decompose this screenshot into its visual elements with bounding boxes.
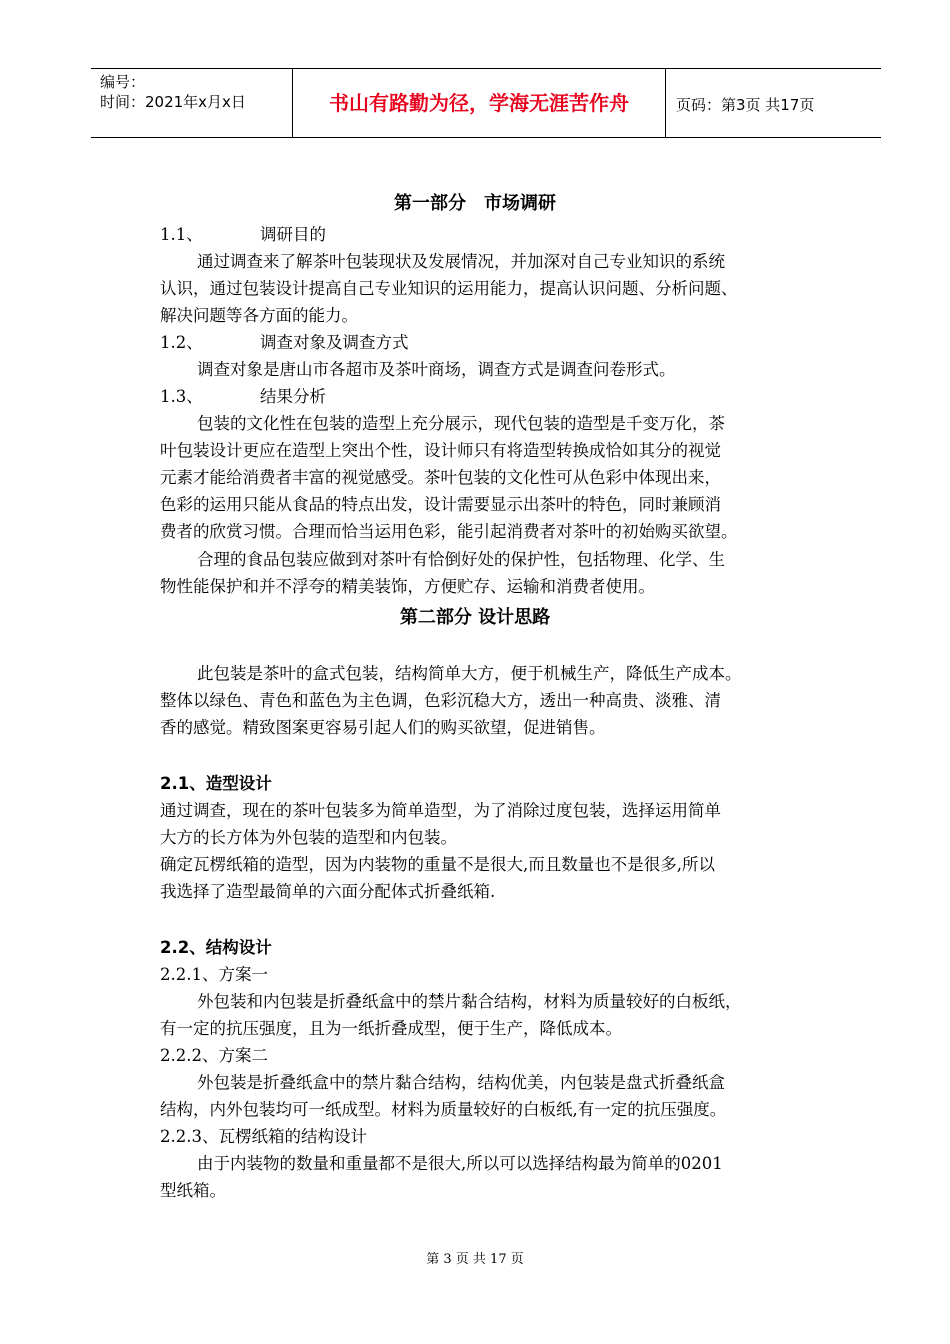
subsection-2-2-2-heading: 2.2.2、方案二 [160, 1046, 268, 1065]
section1-title: 第一部分 市场调研 [394, 193, 556, 214]
heading-text: 结果分析 [260, 387, 326, 406]
paragraph-line: 确定瓦楞纸箱的造型，因为内装物的重量不是很大,而且数量也不是很多,所以 [160, 855, 715, 874]
header-cell-page [666, 69, 881, 137]
paragraph-line: 物性能保护和并不浮夸的精美装饰，方便贮存、运输和消费者使用。 [160, 577, 655, 596]
paragraph-line: 外包装和内包装是折叠纸盒中的禁片黏合结构，材料为质量较好的白板纸， [197, 992, 742, 1011]
section2-title: 第二部分 设计思路 [399, 607, 551, 628]
paragraph-line: 元素才能给消费者丰富的视觉感受。茶叶包装的文化性可从色彩中体现出来， [160, 468, 721, 487]
paragraph-line: 调查对象是唐山市各超市及茶叶商场，调查方式是调查问卷形式。 [197, 360, 676, 379]
paragraph-line: 整体以绿色、青色和蓝色为主色调，色彩沉稳大方，透出一种高贵、淡雅、清 [160, 691, 721, 710]
paragraph-line: 费者的欣赏习惯。合理而恰当运用色彩，能引起消费者对茶叶的初始购买欲望。 [160, 522, 738, 541]
paragraph-line: 解决问题等各方面的能力。 [160, 306, 358, 325]
section-2-2-heading: 2.2、结构设计 [160, 938, 272, 957]
heading-number: 1.2、 [160, 333, 203, 352]
paragraph-line: 通过调查来了解茶叶包装现状及发展情况，并加深对自己专业知识的系统 [197, 252, 725, 271]
doc-id-label: 编号： [100, 73, 146, 91]
header-cell-meta [91, 69, 293, 137]
paragraph-line: 此包装是茶叶的盒式包装，结构简单大方，便于机械生产，降低生产成本。 [197, 664, 742, 683]
paragraph-line: 叶包装设计更应在造型上突出个性，设计师只有将造型转换成恰如其分的视觉 [160, 441, 721, 460]
paragraph-line: 色彩的运用只能从食品的特点出发，设计需要显示出茶叶的特色，同时兼顾消 [160, 495, 721, 514]
paragraph-line: 大方的长方体为外包装的造型和内包装。 [160, 828, 457, 847]
paragraph-line: 包装的文化性在包装的造型上充分展示，现代包装的造型是千变万化，茶 [197, 414, 725, 433]
paragraph-line: 结构，内外包装均可一纸成型。材料为质量较好的白板纸,有一定的抗压强度。 [160, 1100, 727, 1119]
paragraph-line: 认识，通过包装设计提高自己专业知识的运用能力，提高认识问题、分析问题、 [160, 279, 738, 298]
section-2-1-heading: 2.1、造型设计 [160, 774, 272, 793]
header-table [91, 68, 881, 138]
page-footer: 第 3 页 共 17 页 [426, 1252, 524, 1267]
header-motto: 书山有路勤为径，学海无涯苦作舟 [329, 91, 629, 115]
heading-number: 1.3、 [160, 387, 203, 406]
subsection-2-2-1-heading: 2.2.1、方案一 [160, 965, 268, 984]
section-1-1-heading [160, 225, 326, 245]
paragraph-line: 香的感觉。精致图案更容易引起人们的购买欲望，促进销售。 [160, 718, 606, 737]
paragraph-line: 我选择了造型最简单的六面分配体式折叠纸箱. [160, 882, 496, 901]
heading-text: 调研目的 [260, 225, 326, 244]
subsection-2-2-3-heading: 2.2.3、瓦楞纸箱的结构设计 [160, 1127, 367, 1146]
heading-number: 1.1、 [160, 225, 203, 244]
header-cell-motto [293, 69, 666, 137]
paragraph-line: 有一定的抗压强度，且为一纸折叠成型，便于生产，降低成本。 [160, 1019, 622, 1038]
heading-text: 调查对象及调查方式 [260, 333, 409, 352]
paragraph-line: 外包装是折叠纸盒中的禁片黏合结构，结构优美，内包装是盘式折叠纸盒 [197, 1073, 725, 1092]
paragraph-line: 型纸箱。 [160, 1181, 226, 1200]
paragraph-line: 合理的食品包装应做到对茶叶有恰倒好处的保护性，包括物理、化学、生 [197, 550, 725, 569]
section-1-2-heading [160, 333, 409, 353]
paragraph-line: 通过调查，现在的茶叶包装多为简单造型，为了消除过度包装，选择运用简单 [160, 801, 721, 820]
section-1-3-heading [160, 387, 326, 407]
paragraph-line: 由于内装物的数量和重量都不是很大,所以可以选择结构最为简单的0201 [197, 1154, 723, 1173]
doc-time-label: 时间：2021年x月x日 [100, 93, 246, 111]
header-page-label: 页码：第3页 共17页 [676, 96, 815, 114]
